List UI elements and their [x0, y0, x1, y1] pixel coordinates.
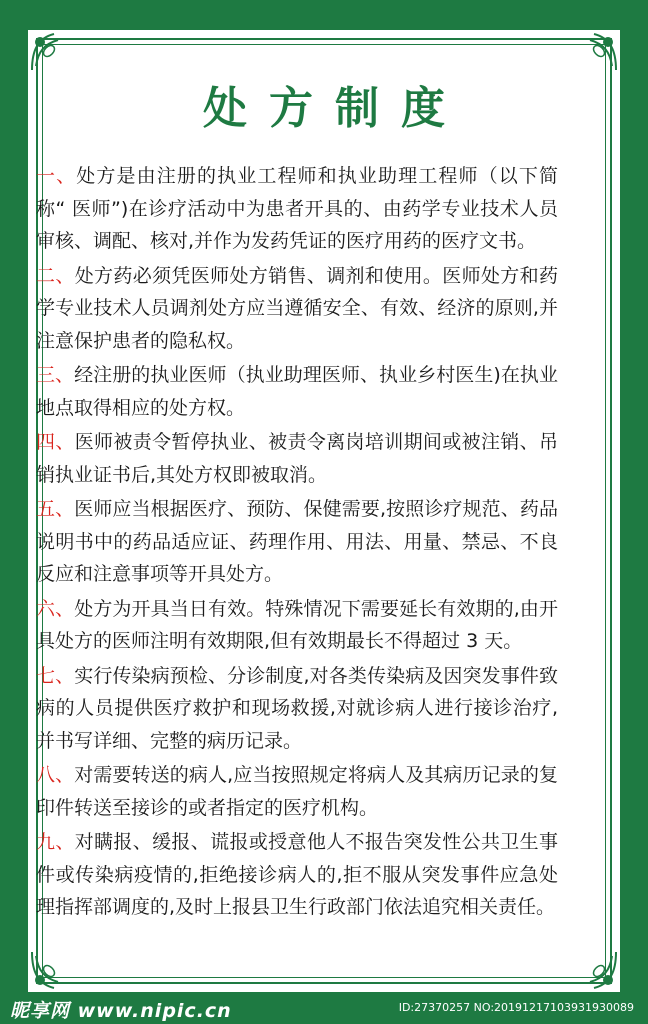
rule-text: 实行传染病预检、分诊制度,对各类传染病及因突发事件致病的人员提供医疗救护和现场救援,对就诊病人进行接诊治疗,并书写详细、完整的病历记录。 — [36, 664, 558, 752]
rule-number: 三、 — [36, 364, 75, 386]
rule-item — [36, 593, 558, 658]
rule-text: 处方为开具当日有效。特殊情况下需要延长有效期的,由开具处方的医师注明有效期限,但有效期最长不得超过 3 天。 — [36, 597, 558, 652]
rule-number: 四、 — [36, 431, 75, 453]
rule-item — [36, 826, 558, 924]
rule-text: 处方是由注册的执业工程师和执业助理工程师（以下简称“ 医师”)在诊疗活动中为患者开具的、由药学专业技术人员审核、调配、核对,并作为发药凭证的医疗用药的医疗文书。 — [36, 165, 558, 252]
corner-ornament-icon — [28, 948, 72, 992]
watermark-bar — [0, 992, 648, 1024]
rule-text: 对瞒报、缓报、谎报或授意他人不报告突发性公共卫生事件或传染病疫情的,拒绝接诊病人的,拒不服从突发事件应急处理指挥部调度的,及时上报县卫生行政部门依法追究相关责任。 — [36, 831, 558, 918]
rule-text: 对需要转送的病人,应当按照规定将病人及其病历记录的复印件转送至接诊的或者指定的医疗机构。 — [36, 764, 558, 819]
rule-number: 六、 — [36, 597, 75, 620]
watermark-logo: 昵享网 www.nipic.cn — [10, 1000, 232, 1022]
rule-text: 经注册的执业医师（执业助理医师、执业乡村医生)在执业地点取得相应的处方权。 — [36, 364, 558, 419]
rules-list — [36, 160, 558, 926]
rule-text: 医师被责令暂停执业、被责令离岗培训期间或被注销、吊销执业证书后,其处方权即被取消。 — [36, 431, 558, 486]
rule-number: 八、 — [36, 764, 75, 786]
rule-number: 二、 — [36, 264, 75, 287]
rule-item — [36, 426, 558, 491]
corner-ornament-icon — [576, 948, 620, 992]
corner-ornament-icon — [28, 30, 72, 74]
rule-text: 处方药必须凭医师处方销售、调剂和使用。医师处方和药学专业技术人员调剂处方应当遵循安全、有效、经济的原则,并注意保护患者的隐私权。 — [36, 264, 558, 352]
rule-item — [36, 260, 558, 358]
image-id-text: ID:27370257 NO:20191217103931930089 — [398, 1001, 634, 1014]
rule-item — [36, 359, 558, 424]
rule-item — [36, 660, 558, 758]
rule-item — [36, 759, 558, 824]
rule-number: 五、 — [36, 498, 75, 520]
rule-item — [36, 160, 558, 258]
rule-number: 一、 — [36, 165, 77, 187]
rule-item — [36, 493, 558, 591]
rule-text: 医师应当根据医疗、预防、保健需要,按照诊疗规范、药品说明书中的药品适应证、药理作用、用法、用量、禁忌、不良反应和注意事项等开具处方。 — [36, 498, 558, 585]
corner-ornament-icon — [576, 30, 620, 74]
rule-number: 七、 — [36, 664, 75, 687]
rule-number: 九、 — [36, 831, 75, 853]
page-title: 处方制度 — [203, 83, 467, 134]
